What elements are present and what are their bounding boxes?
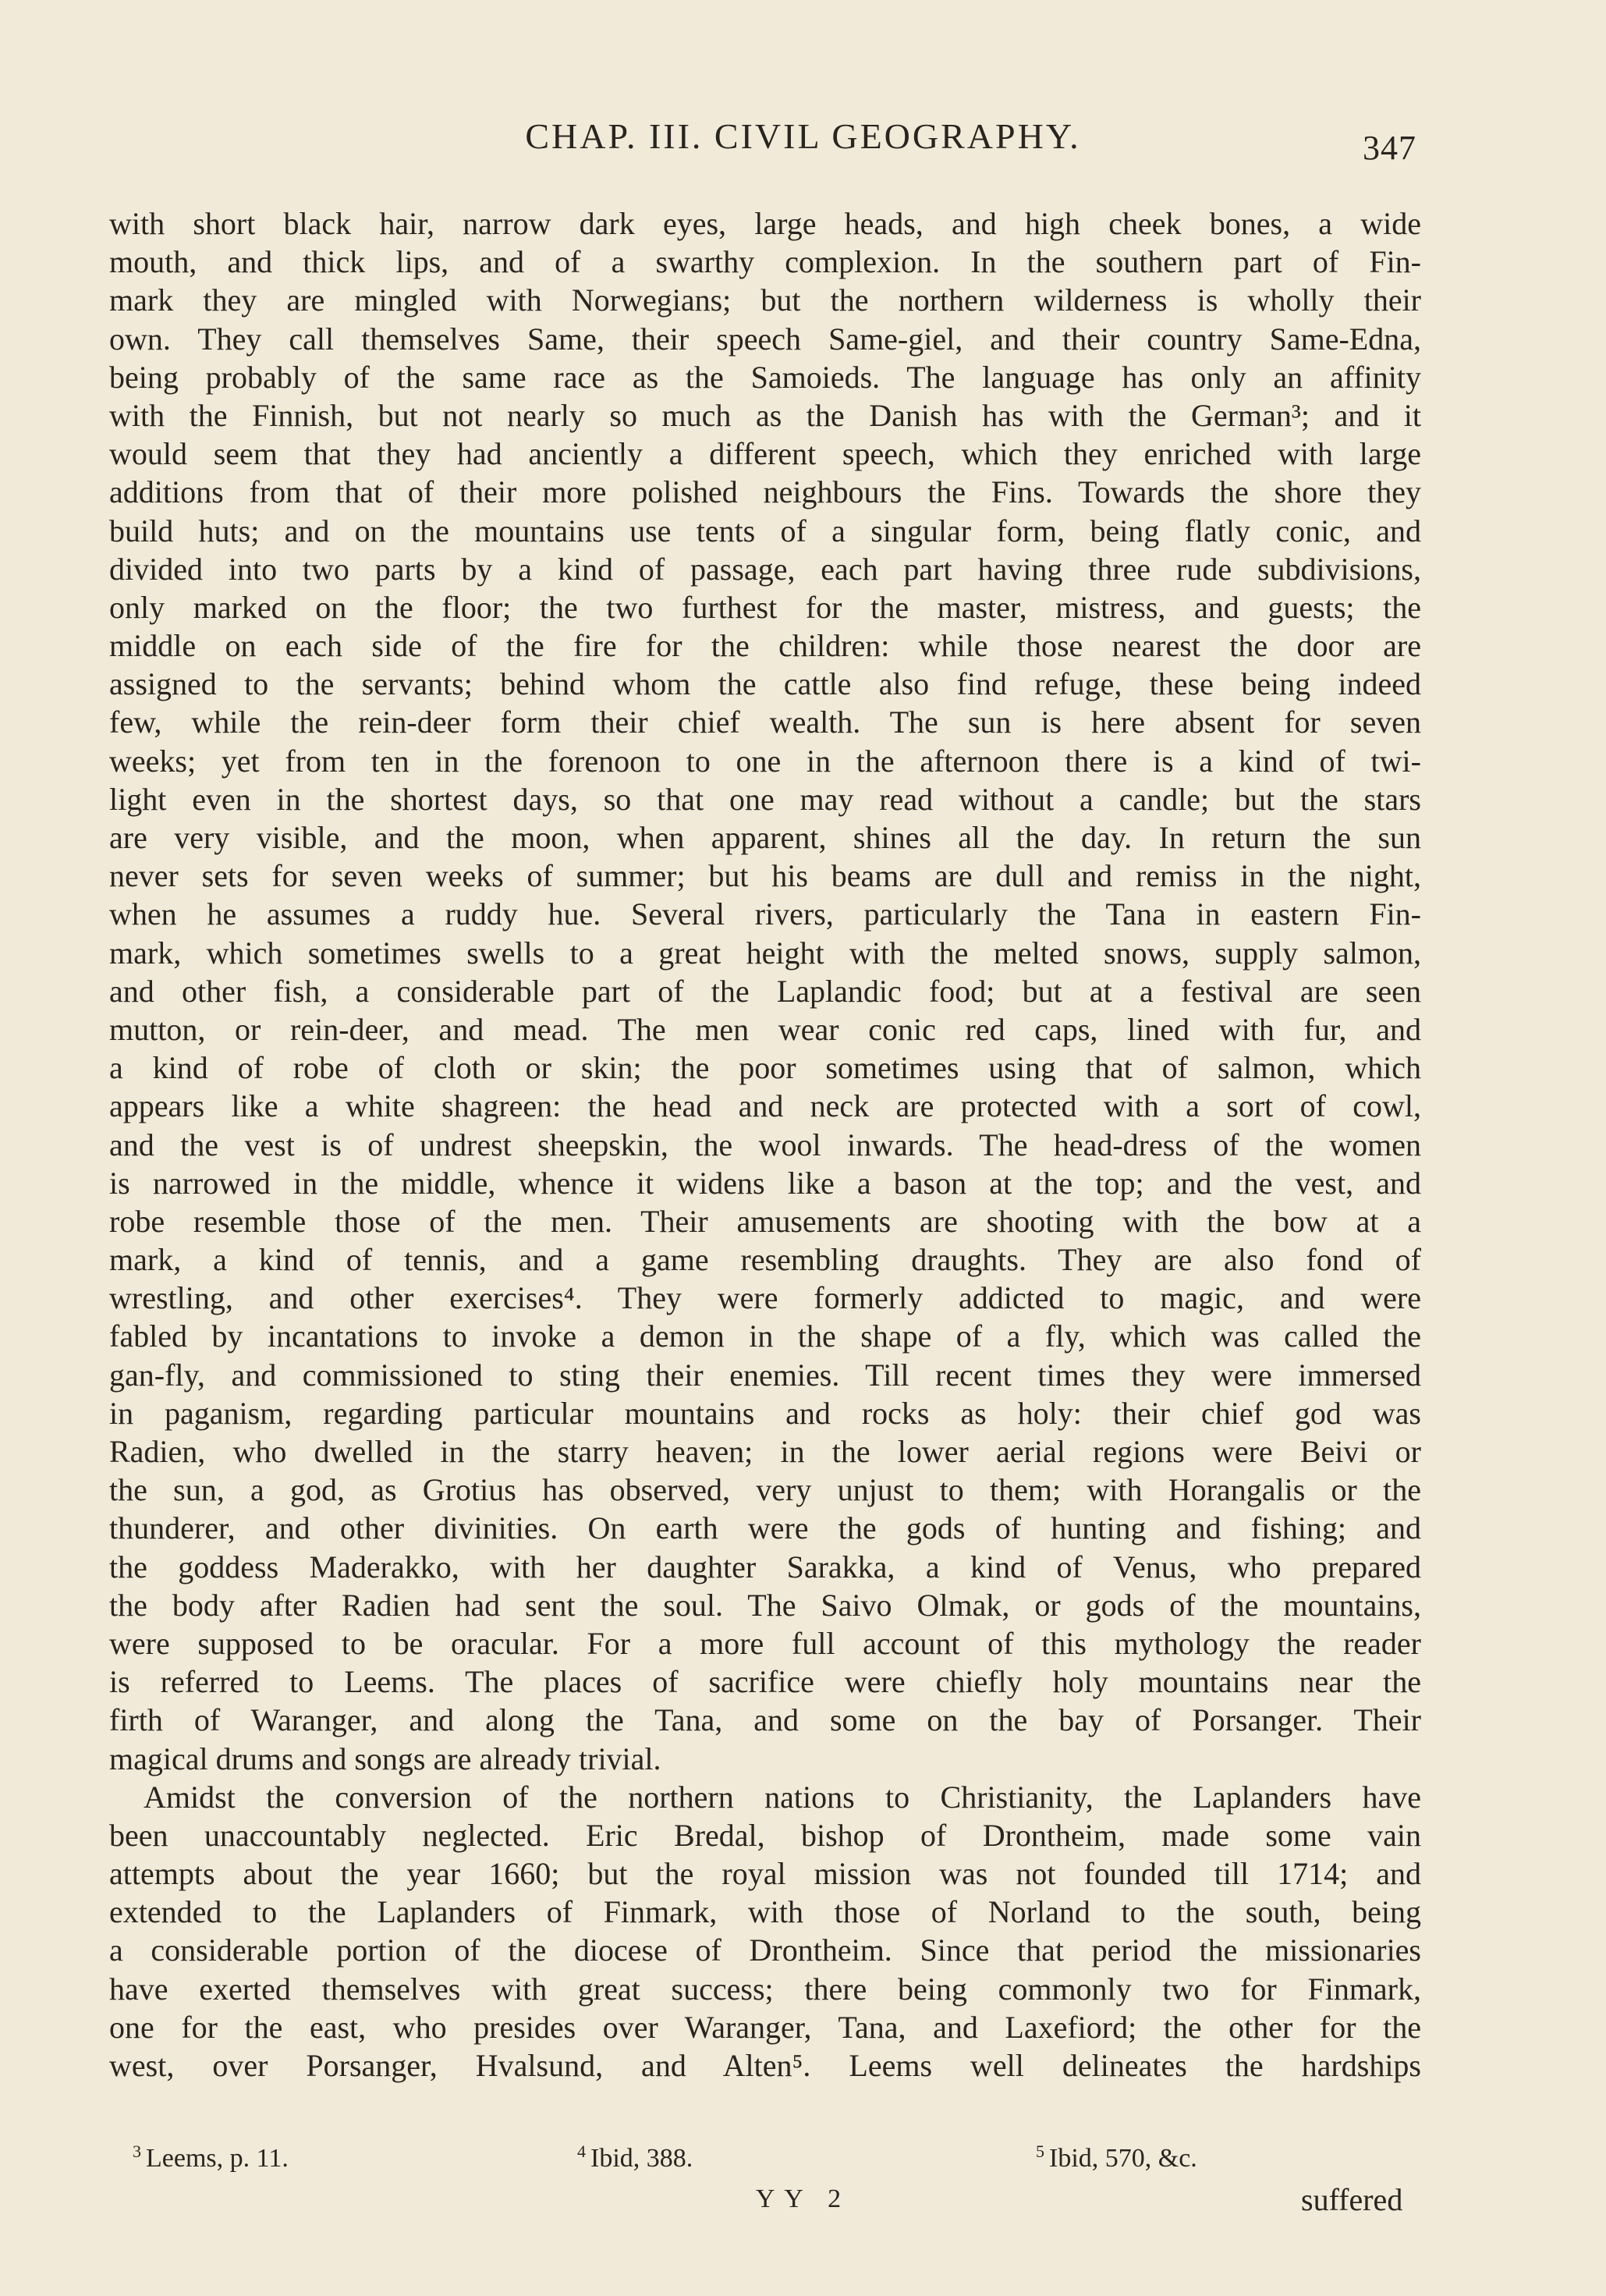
text-line: when he assumes a ruddy hue. Several rivers, particularly the Tana in eastern Fin- bbox=[109, 896, 1421, 932]
footnote-mark: 4 bbox=[577, 2142, 586, 2161]
text-line: being probably of the same race as the Samoieds. The language has only an affinity bbox=[109, 359, 1421, 395]
text-line: mark they are mingled with Norwegians; but the northern wilderness is wholly their bbox=[109, 282, 1421, 318]
text-line: extended to the Laplanders of Finmark, with those of Norland to the south, being bbox=[109, 1894, 1421, 1930]
text-line: wrestling, and other exercises⁴. They were formerly addicted to magic, and were bbox=[109, 1280, 1421, 1316]
text-line: were supposed to be oracular. For a more full account of this mythology the reader bbox=[109, 1625, 1421, 1661]
text-line: and other fish, a considerable part of the Laplandic food; but at a festival are seen bbox=[109, 973, 1421, 1009]
text-line: attempts about the year 1660; but the royal mission was not founded till 1714; and bbox=[109, 1856, 1421, 1892]
text-line: with the Finnish, but not nearly so much as the Danish has with the German³; and it bbox=[109, 397, 1421, 433]
text-line: few, while the rein-deer form their chief wealth. The sun is here absent for seven bbox=[109, 704, 1421, 740]
footnote-text: Ibid, 570, &c. bbox=[1049, 2144, 1197, 2173]
catchword: suffered bbox=[1301, 2182, 1403, 2217]
text-line: the goddess Maderakko, with her daughter Sarakka, a kind of Venus, who prepared bbox=[109, 1549, 1421, 1584]
text-line: thunderer, and other divinities. On earth were the gods of hunting and fishing; and bbox=[109, 1510, 1421, 1546]
running-head: CHAP. III. CIVIL GEOGRAPHY. bbox=[525, 116, 1081, 156]
text-line: the body after Radien had sent the soul. The Saivo Olmak, or gods of the mountains, bbox=[109, 1587, 1421, 1623]
text-line: in paganism, regarding particular mountains and rocks as holy: their chief god was bbox=[109, 1395, 1421, 1431]
text-line: the sun, a god, as Grotius has observed, very unjust to them; with Horangalis or the bbox=[109, 1472, 1421, 1508]
text-line: with short black hair, narrow dark eyes, large heads, and high cheek bones, a wide bbox=[109, 206, 1421, 241]
text-line: mark, a kind of tennis, and a game resembling draughts. They are also fond of bbox=[109, 1242, 1421, 1278]
text-line: additions from that of their more polished neighbours the Fins. Towards the shore they bbox=[109, 474, 1421, 510]
text-line: a considerable portion of the diocese of Drontheim. Since that period the missionaries bbox=[109, 1932, 1421, 1968]
text-line: magical drums and songs are already trivial. bbox=[109, 1741, 661, 1776]
text-line: weeks; yet from ten in the forenoon to one in the afternoon there is a kind of twi- bbox=[109, 743, 1421, 779]
footnote-mark: 3 bbox=[133, 2142, 141, 2161]
footnote-mark: 5 bbox=[1036, 2142, 1044, 2161]
footnote bbox=[133, 2142, 289, 2174]
page-number: 347 bbox=[1363, 129, 1416, 167]
text-line: own. They call themselves Same, their speech Same-giel, and their country Same-Edna, bbox=[109, 321, 1421, 357]
text-line: is referred to Leems. The places of sacrifice were chiefly holy mountains near the bbox=[109, 1664, 1421, 1700]
text-line: divided into two parts by a kind of passage, each part having three rude subdivisions, bbox=[109, 551, 1421, 587]
text-line: Amidst the conversion of the northern nations to Christianity, the Laplanders have bbox=[144, 1779, 1421, 1815]
footnote bbox=[1036, 2142, 1197, 2174]
text-line: Radien, who dwelled in the starry heaven; in the lower aerial regions were Beivi or bbox=[109, 1434, 1421, 1469]
text-line: would seem that they had anciently a different speech, which they enriched with large bbox=[109, 436, 1421, 472]
text-line: only marked on the floor; the two furthest for the master, mistress, and guests; the bbox=[109, 589, 1421, 625]
text-line: been unaccountably neglected. Eric Bredal, bishop of Drontheim, made some vain bbox=[109, 1817, 1421, 1853]
text-line: never sets for seven weeks of summer; but his beams are dull and remiss in the night, bbox=[109, 858, 1421, 894]
text-line: fabled by incantations to invoke a demon in the shape of a fly, which was called the bbox=[109, 1318, 1421, 1354]
text-line: one for the east, who presides over Waranger, Tana, and Laxefiord; the other for the bbox=[109, 2009, 1421, 2045]
text-line: appears like a white shagreen: the head and neck are protected with a sort of cowl, bbox=[109, 1088, 1421, 1124]
text-line: assigned to the servants; behind whom the cattle also find refuge, these being indeed bbox=[109, 666, 1421, 702]
text-line: have exerted themselves with great success; there being commonly two for Finmark, bbox=[109, 1971, 1421, 2007]
text-line: build huts; and on the mountains use tents of a singular form, being flatly conic, and bbox=[109, 513, 1421, 548]
footnote-text: Leems, p. 11. bbox=[146, 2144, 289, 2173]
text-line: is narrowed in the middle, whence it widens like a bason at the top; and the vest, and bbox=[109, 1165, 1421, 1201]
text-line: light even in the shortest days, so that one may read without a candle; but the stars bbox=[109, 781, 1421, 817]
text-line: gan-fly, and commissioned to sting their enemies. Till recent times they were immersed bbox=[109, 1357, 1421, 1393]
text-line: robe resemble those of the men. Their amusements are shooting with the bow at a bbox=[109, 1203, 1421, 1239]
text-line: firth of Waranger, and along the Tana, and some on the bay of Porsanger. Their bbox=[109, 1702, 1421, 1738]
signature-mark: YY 2 bbox=[755, 2184, 851, 2213]
footnotes bbox=[109, 2142, 1421, 2176]
text-line: west, over Porsanger, Hvalsund, and Alten⁵. Leems well delineates the hardships bbox=[109, 2048, 1421, 2083]
text-line: middle on each side of the fire for the children: while those nearest the door are bbox=[109, 628, 1421, 664]
text-line: mouth, and thick lips, and of a swarthy complexion. In the southern part of Fin- bbox=[109, 244, 1421, 280]
text-line: mark, which sometimes swells to a great height with the melted snows, supply salmon, bbox=[109, 935, 1421, 971]
text-line: a kind of robe of cloth or skin; the poor sometimes using that of salmon, which bbox=[109, 1050, 1421, 1086]
text-line: mutton, or rein-deer, and mead. The men wear conic red caps, lined with fur, and bbox=[109, 1011, 1421, 1047]
body-text bbox=[109, 204, 1421, 2085]
footnote-text: Ibid, 388. bbox=[590, 2144, 693, 2173]
footnote bbox=[577, 2142, 693, 2174]
text-line: are very visible, and the moon, when apparent, shines all the day. In return the sun bbox=[109, 820, 1421, 855]
text-line: and the vest is of undrest sheepskin, the wool inwards. The head-dress of the women bbox=[109, 1127, 1421, 1162]
